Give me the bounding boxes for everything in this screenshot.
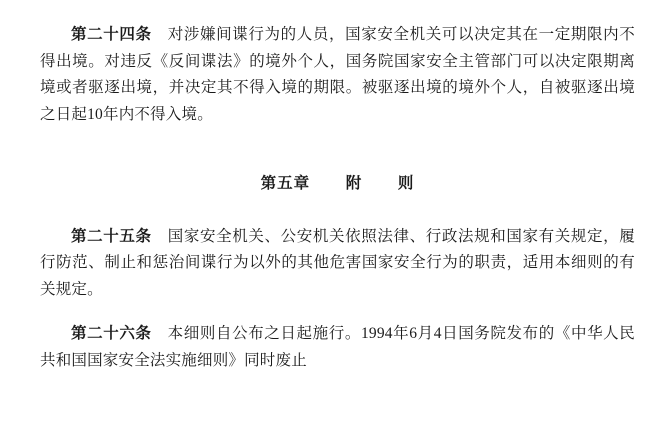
spacer-before-chapter <box>40 132 635 144</box>
article-26-paragraph <box>40 321 635 374</box>
article-25-text: 国家安全机关、公安机关依照法律、行政法规和国家有关规定，履行防范、制止和惩治间谍行为以外的其他危害国家安全行为的职责，适用本细则的有关规定。 <box>40 227 635 298</box>
chapter-heading <box>40 171 635 198</box>
article-26-text: 本细则自公布之日起施行。1994年6月4日国务院发布的《中华人民共和国国家安全法实施细则》同时废止 <box>40 325 635 369</box>
chapter-number: 第五章 <box>260 175 311 192</box>
chapter-title: 附 <box>345 175 363 192</box>
article-26-label: 第二十六条 <box>71 325 152 342</box>
article-24-text: 对涉嫌间谍行为的人员，国家安全机关可以决定其在一定期限内不得出境。对违反《反间谍法》的境外个人，国务院国家安全主管部门可以决定限期离境或者驱逐出境，并决定其不得入境的期限。被驱逐出境的境外个人，自被驱逐出境之日起10年内不得入境。 <box>40 26 635 123</box>
spacer-between-articles <box>40 307 635 321</box>
article-25-paragraph <box>40 224 635 304</box>
chapter-title-second: 则 <box>397 175 415 192</box>
page-bottom-margin <box>0 409 663 435</box>
article-24-paragraph <box>40 22 635 128</box>
article-24-label: 第二十四条 <box>71 26 152 43</box>
article-25-label: 第二十五条 <box>71 227 152 245</box>
